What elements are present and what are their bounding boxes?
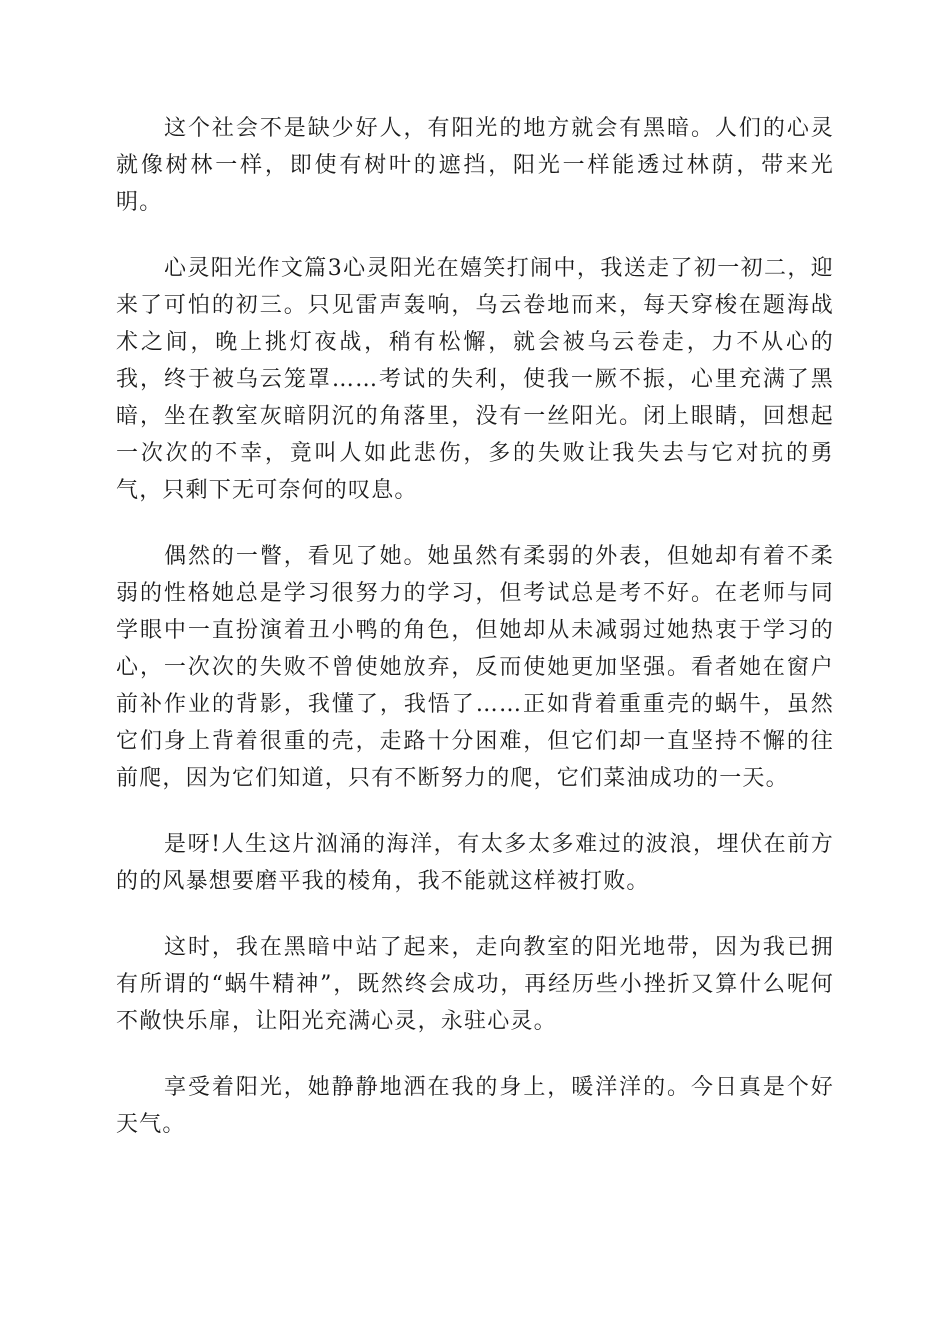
paragraph-4: 是呀!人生这片汹涌的海洋，有太多太多难过的波浪，埋伏在前方的的风暴想要磨平我的棱角，我不能就这样被打败。: [116, 832, 834, 894]
paragraph-2: 心灵阳光作文篇3心灵阳光在嬉笑打闹中，我送走了初一初二，迎来了可怕的初三。只见雷声轰响，乌云卷地而来，每天穿梭在题海战术之间，晚上挑灯夜战，稍有松懈，就会被乌云卷走，力不从心的我，终于被乌云笼罩……考试的失利，使我一厥不振，心里充满了黑暗，坐在教室灰暗阴沉的角落里，没有一丝阳光。闭上眼睛，回想起一次次的不幸，竟叫人如此悲伤，多的失败让我失去与它对抗的勇气，只剩下无可奈何的叹息。: [116, 256, 834, 503]
paragraph-5: 这时，我在黑暗中站了起来，走向教室的阳光地带，因为我已拥有所谓的“蜗牛精神”，既然终会成功，再经历些小挫折又算什么呢何不敞快乐扉，让阳光充满心灵，永驻心灵。: [116, 935, 834, 1034]
document-body: [116, 110, 834, 1172]
paragraph-6: 享受着阳光，她静静地洒在我的身上，暖洋洋的。今日真是个好天气。: [116, 1075, 834, 1137]
paragraph-3: 偶然的一瞥，看见了她。她虽然有柔弱的外表，但她却有着不柔弱的性格她总是学习很努力的学习，但考试总是考不好。在老师与同学眼中一直扮演着丑小鸭的角色，但她却从未减弱过她热衷于学习的心，一次次的失败不曾使她放弃，反而使她更加坚强。看者她在窗户前补作业的背影，我懂了，我悟了……正如背着重重壳的蜗牛，虽然它们身上背着很重的壳，走路十分困难，但它们却一直坚持不懈的往前爬，因为它们知道，只有不断努力的爬，它们菜油成功的一天。: [116, 544, 834, 791]
paragraph-1: 这个社会不是缺少好人，有阳光的地方就会有黑暗。人们的心灵就像树林一样，即使有树叶的遮挡，阳光一样能透过林荫，带来光明。: [116, 116, 834, 215]
